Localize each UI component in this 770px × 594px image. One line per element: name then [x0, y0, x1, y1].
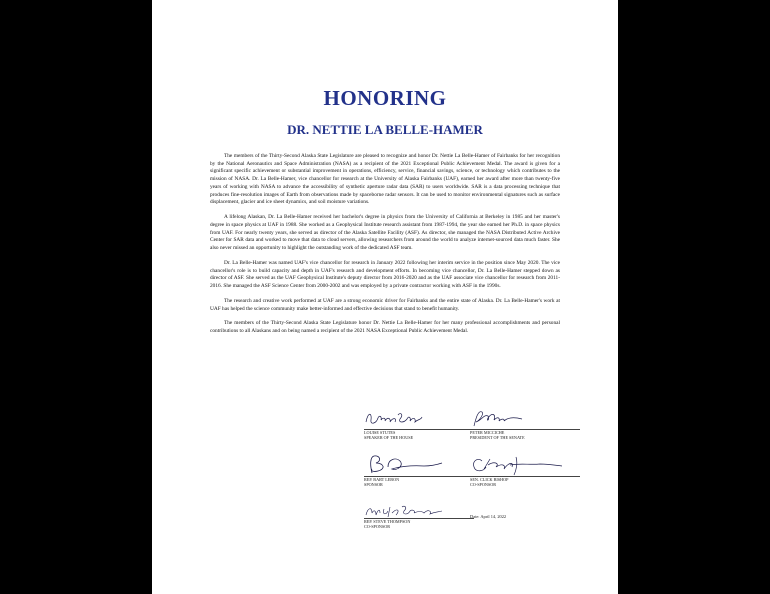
signer-name: LOUISE STUTES [364, 430, 396, 435]
paragraph-3: Dr. La Belle-Hamer was named UAF's vice chancellor for research in January 2022 following her interim service in the position since May 2020. The vice chancellor's role is to build capacity and depth in UAF's research and development efforts. In becoming vice chancellor, Dr. La Belle-Hamer stepped down as director of ASF. She served as the UAF Geophysical Institute's deputy director from 2016-2020 and as the UAF associate vice chancellor for research from 2011-2016. She managed the ASF Science Center from 2000-2002 and was employed by a private contractor working with ASF in the 1990s. [210, 259, 560, 289]
signer-name: SEN. CLICK BISHOP [470, 477, 509, 482]
handwritten-signature [364, 453, 444, 475]
handwritten-signature [470, 453, 560, 475]
handwritten-signature [470, 408, 530, 428]
signer-title: PRESIDENT OF THE SENATE [470, 435, 525, 440]
paragraph-2: A lifelong Alaskan, Dr. La Belle-Hamer received her bachelor's degree in physics from the University of California at Berkeley in 1985 and her master's degree in space physics at UAF in 1988. She worked as a Geophysical Institute research assistant from 1987-1994, the year she earned her Ph.D. in space physics from UAF. For nearly twenty years, she served as director of the Alaska Satellite Facility (ASF). As director, she managed the NASA Distributed Active Archive Center for SAR data and worked to move that data to cloud servers, allowing researchers from around the world to analyze internet-sourced data much faster. She also never missed an opportunity to highlight the outstanding work of the dedicated ASF team. [210, 214, 560, 251]
signer-title: CO-SPONSOR [364, 524, 391, 529]
handwritten-signature [364, 410, 424, 426]
paragraph-5: The members of the Thirty-Second Alaska State Legislature honor Dr. Nettie La Belle-Hamer for her many professional accomplishments and personal contributions to all Alaskans and on being named a recipient of the 2021 NASA Exceptional Public Achievement Medal. [210, 320, 560, 335]
signer-name: REP. STEVE THOMPSON [364, 519, 411, 524]
citation-body [210, 153, 560, 343]
paragraph-1: The members of the Thirty-Second Alaska State Legislature are pleased to recognize and honor Dr. Nettie La Belle-Hamer of Fairbanks for her recognition by the National Aeronautics and Space Administration (NASA) as a recipient of the 2021 Exceptional Public Achievement Medal. The award is given for a significant specific achievement or substantial improvement in operations, efficiency, service, financial savings, science, or technology which contributes to the mission of NASA. Dr. La Belle-Hamer, vice chancellor for research at the University of Alaska Fairbanks (UAF), earned her award after more than twenty-five years of working with NASA to advance the accessibility of synthetic aperture radar data (SAR) to users worldwide. SAR is a data processing technique that produces fine-resolution images of Earth from observations made by spaceborne radar sensors. It can be used to monitor environmental signatures such as surface displacement, glacier and ice sheet dynamics, and soil moisture variations. [210, 153, 560, 206]
document-title: HONORING [323, 86, 447, 110]
signer-name: REP. BART LEBON [364, 477, 400, 482]
certificate-page [152, 0, 618, 594]
signing-date: Date: April 14, 2022 [470, 514, 507, 519]
signer-title: SPEAKER OF THE HOUSE [364, 435, 414, 440]
honoree-name: DR. NETTIE LA BELLE-HAMER [287, 122, 483, 137]
paragraph-4: The research and creative work performed at UAF are a strong economic driver for Fairbanks and the entire state of Alaska. Dr. La Belle-Hamer's work at UAF has helped the science community make better-informed and effective decisions that stand to benefit humanity. [210, 297, 560, 312]
signer-title: SPONSOR [364, 482, 383, 487]
signer-name: PETER MICCICHE [470, 430, 505, 435]
handwritten-signature [364, 503, 444, 519]
signer-title: CO-SPONSOR [470, 482, 497, 487]
